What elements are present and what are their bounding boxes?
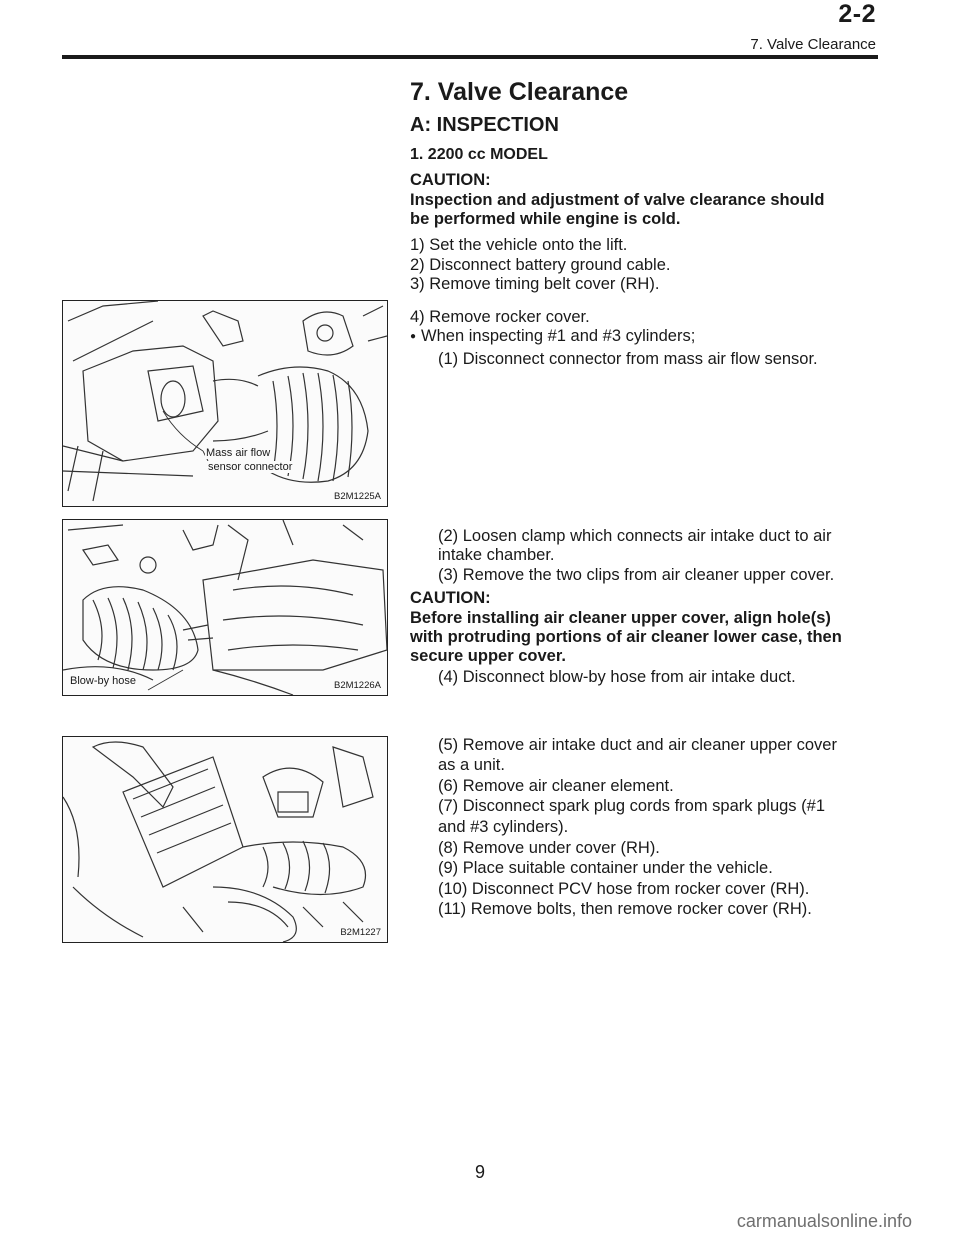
figure-air-cleaner-removal xyxy=(62,736,388,943)
section-title: 7. Valve Clearance xyxy=(750,36,876,53)
substep-item: (4) Disconnect blow-by hose from air intake duct. xyxy=(438,668,796,686)
header-rule xyxy=(62,55,878,59)
substep-item: (10) Disconnect PCV hose from rocker cover (RH). xyxy=(438,880,810,898)
caution-line: be performed while engine is cold. xyxy=(410,210,681,228)
substep-item: intake chamber. xyxy=(438,546,555,564)
substep-item: as a unit. xyxy=(438,756,505,774)
caution-label: CAUTION: xyxy=(410,589,491,607)
figure-id: B2M1226A xyxy=(333,680,381,691)
substep-item: (11) Remove bolts, then remove rocker cover (RH). xyxy=(438,900,812,918)
page-number: 9 xyxy=(474,1162,485,1182)
step-item: 4) Remove rocker cover. xyxy=(410,308,590,326)
model-heading: 1. 2200 cc MODEL xyxy=(410,146,548,163)
figure-mass-air-flow-sensor xyxy=(62,300,388,507)
substep-item: (3) Remove the two clips from air cleaner upper cover. xyxy=(438,566,835,584)
step-item: 1) Set the vehicle onto the lift. xyxy=(410,236,628,254)
caution-line: Before installing air cleaner upper cover, align hole(s) xyxy=(410,609,831,627)
substep-item: (9) Place suitable container under the vehicle. xyxy=(438,859,773,877)
figure-blow-by-hose xyxy=(62,519,388,696)
callout-label: Blow-by hose xyxy=(70,675,137,687)
page-title: 7. Valve Clearance xyxy=(410,78,629,106)
caution-line: Inspection and adjustment of valve clearance should xyxy=(410,191,825,209)
bullet-item xyxy=(410,327,880,349)
engine-illustration xyxy=(63,520,387,695)
caution-line: with protruding portions of air cleaner lower case, then xyxy=(410,628,842,646)
engine-illustration xyxy=(63,301,387,506)
substep-item: and #3 cylinders). xyxy=(438,818,569,836)
substep-item: (5) Remove air intake duct and air cleaner upper cover xyxy=(438,736,837,754)
engine-illustration xyxy=(63,737,387,942)
bullet-text: When inspecting #1 and #3 cylinders; xyxy=(421,327,696,345)
step-item: 3) Remove timing belt cover (RH). xyxy=(410,275,660,293)
bullet-icon xyxy=(410,327,421,345)
section-code: 2-2 xyxy=(838,0,876,28)
substep-item: (8) Remove under cover (RH). xyxy=(438,839,660,857)
caution-label: CAUTION: xyxy=(410,171,491,189)
inspection-heading: A: INSPECTION xyxy=(410,114,559,136)
substep-item: (1) Disconnect connector from mass air flow sensor. xyxy=(438,350,818,368)
step-item: 2) Disconnect battery ground cable. xyxy=(410,256,671,274)
figure-id: B2M1225A xyxy=(333,491,381,502)
caution-line: secure upper cover. xyxy=(410,647,566,665)
substep-item: (7) Disconnect spark plug cords from spark plugs (#1 xyxy=(438,797,825,815)
callout-label: sensor connector xyxy=(208,461,293,473)
footer-url[interactable]: carmanualsonline.info xyxy=(736,1211,912,1231)
substep-item: (2) Loosen clamp which connects air intake duct to air xyxy=(438,527,832,545)
figure-id: B2M1227 xyxy=(340,927,381,938)
substep-item: (6) Remove air cleaner element. xyxy=(438,777,674,795)
callout-label: Mass air flow xyxy=(206,447,271,459)
